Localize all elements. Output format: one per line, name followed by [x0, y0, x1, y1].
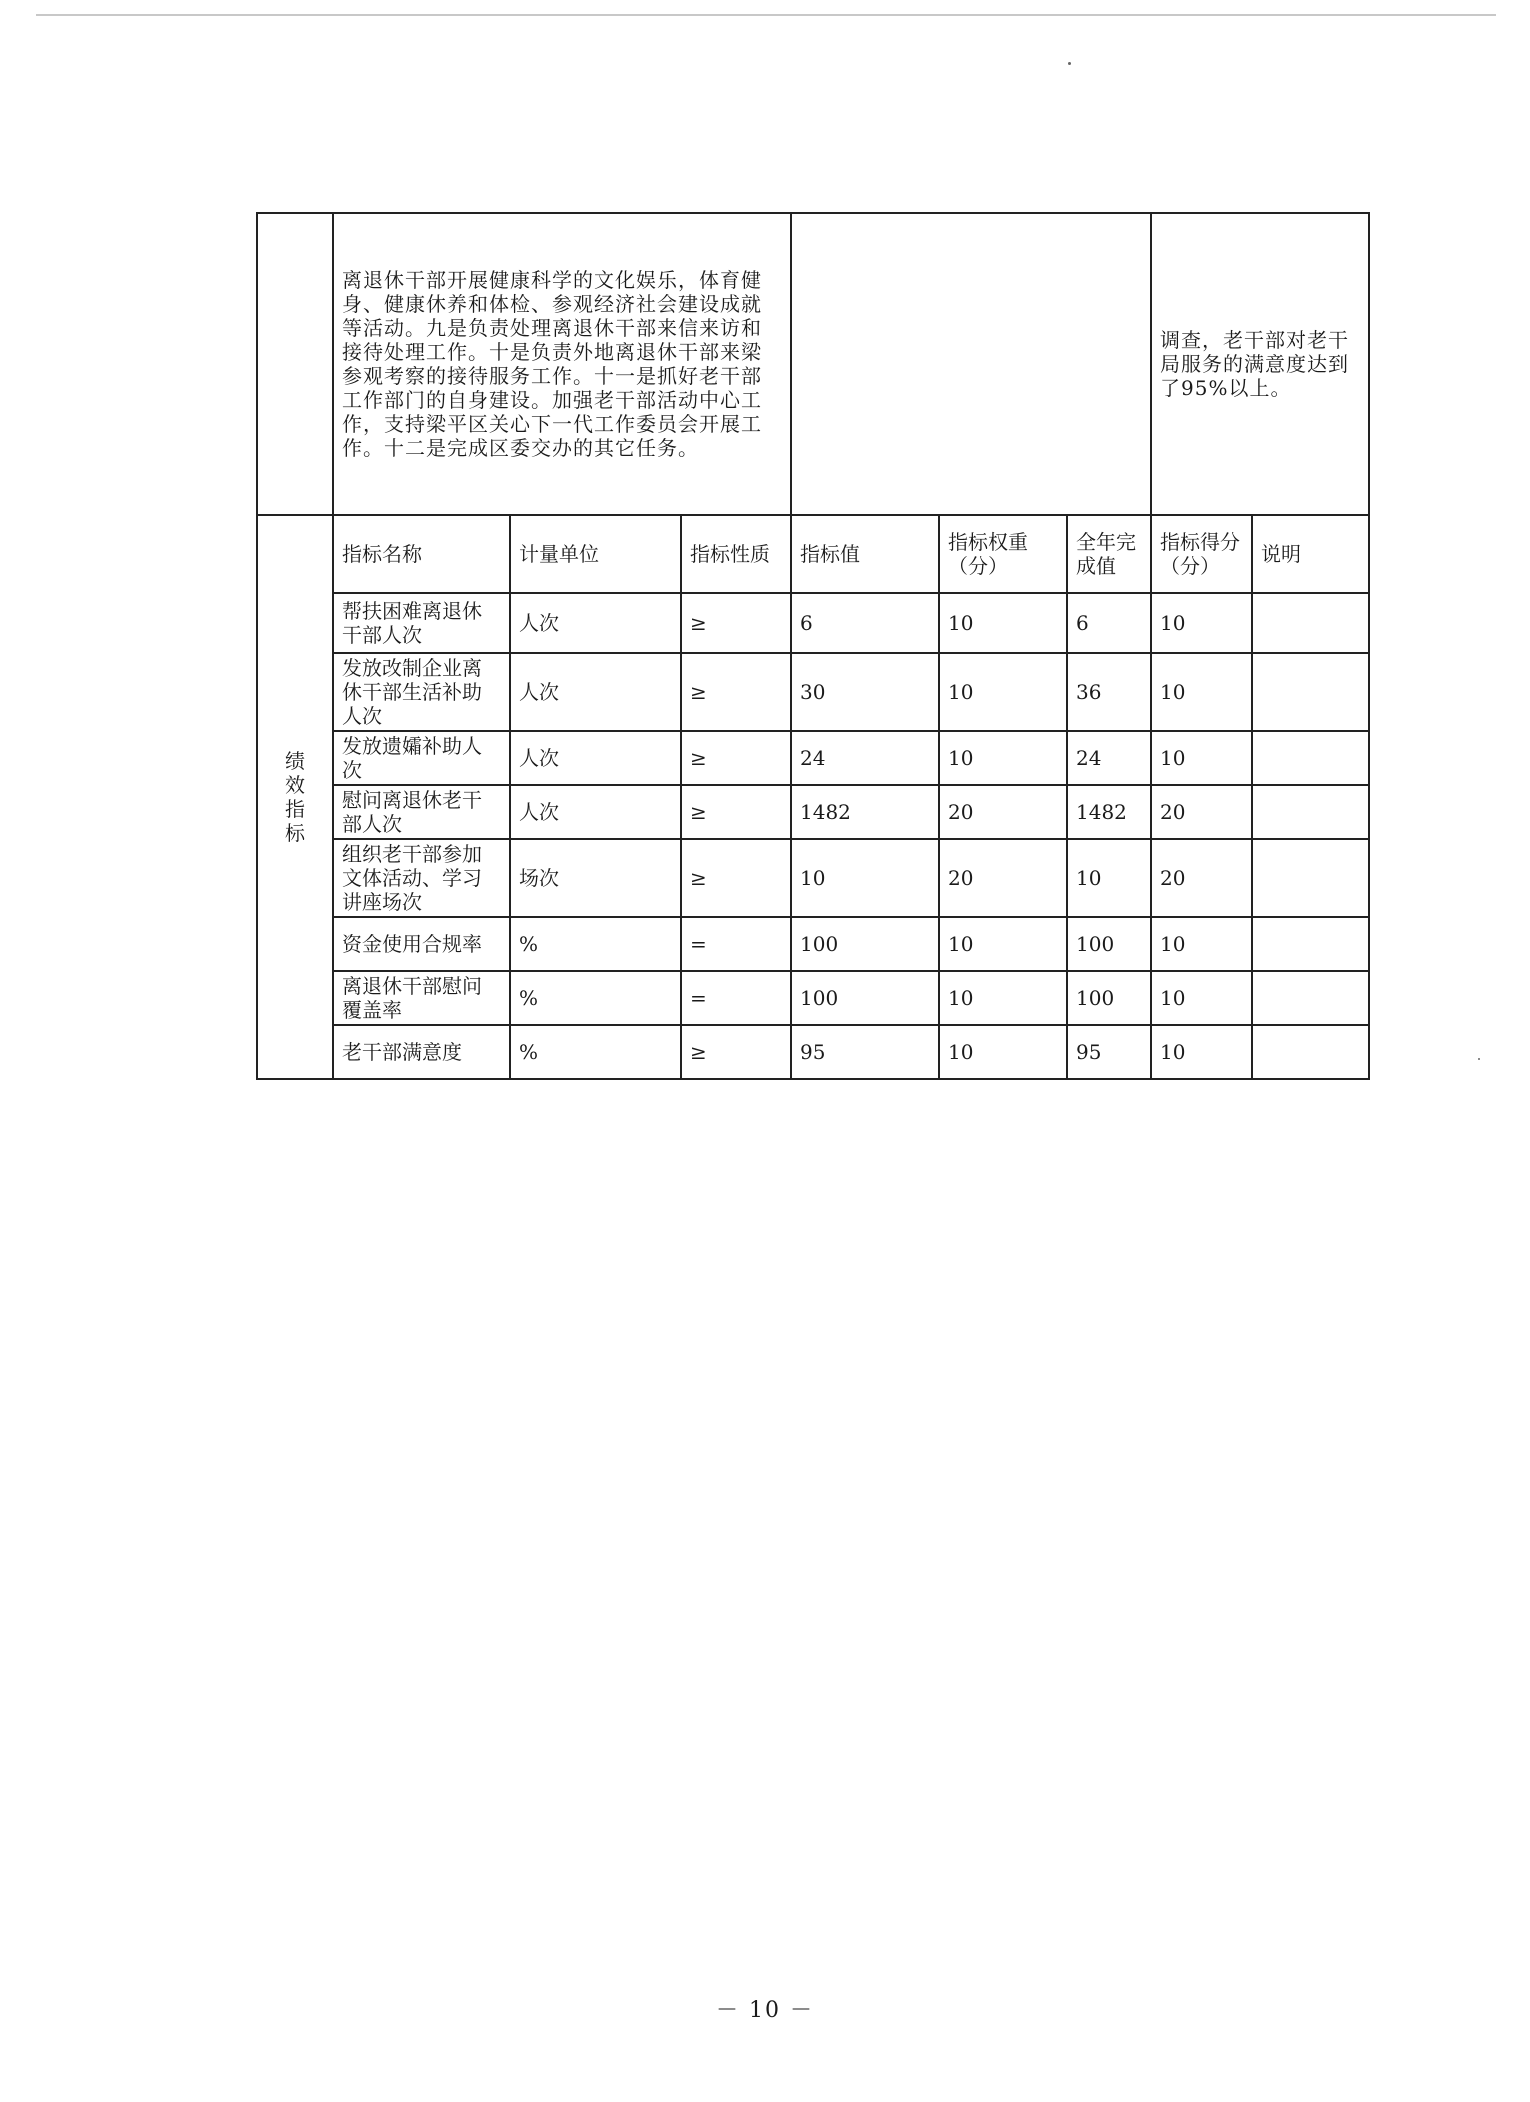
- weight: 20: [939, 839, 1067, 917]
- weight: 20: [939, 785, 1067, 839]
- completed-value: 36: [1067, 653, 1151, 731]
- header-nature: 指标性质: [681, 515, 791, 593]
- unit: %: [510, 917, 681, 971]
- nature: ≥: [681, 785, 791, 839]
- target-value: 10: [791, 839, 939, 917]
- completed-value: 1482: [1067, 785, 1151, 839]
- indicator-name: 帮扶困难离退休干部人次: [333, 593, 510, 653]
- duties-text: 离退休干部开展健康科学的文化娱乐，体育健身、健康休养和体检、参观经济社会建设成就等活动。九是负责处理离退休干部来信来访和接待处理工作。十是负责外地离退休干部来梁参观考察的接待服务工作。十一是抓好老干部工作部门的自身建设。加强老干部活动中心工作，支持梁平区关心下一代工作委员会开展工作。十二是完成区委交办的其它任务。: [333, 213, 791, 515]
- score: 10: [1151, 731, 1252, 785]
- scan-speck: [1478, 1058, 1480, 1060]
- completed-value: 24: [1067, 731, 1151, 785]
- completed-value: 6: [1067, 593, 1151, 653]
- completed-value: 100: [1067, 917, 1151, 971]
- weight: 10: [939, 917, 1067, 971]
- note: [1252, 653, 1369, 731]
- header-weight: 指标权重（分）: [939, 515, 1067, 593]
- note: [1252, 1025, 1369, 1079]
- indicator-name: 老干部满意度: [333, 1025, 510, 1079]
- nature: ≥: [681, 731, 791, 785]
- score: 20: [1151, 839, 1252, 917]
- outcome-text: 调查，老干部对老干局服务的满意度达到了95%以上。: [1151, 213, 1369, 515]
- nature: =: [681, 917, 791, 971]
- nature: ≥: [681, 593, 791, 653]
- weight: 10: [939, 653, 1067, 731]
- indicator-name: 发放改制企业离休干部生活补助人次: [333, 653, 510, 731]
- unit: 人次: [510, 785, 681, 839]
- weight: 10: [939, 1025, 1067, 1079]
- unit: 人次: [510, 731, 681, 785]
- score: 10: [1151, 971, 1252, 1025]
- score: 20: [1151, 785, 1252, 839]
- table-row: [257, 917, 1369, 971]
- header-score: 指标得分（分）: [1151, 515, 1252, 593]
- completed-value: 95: [1067, 1025, 1151, 1079]
- note: [1252, 731, 1369, 785]
- performance-table: [256, 212, 1370, 1080]
- nature: ≥: [681, 1025, 791, 1079]
- description-row: [257, 213, 1369, 515]
- completed-value: 10: [1067, 839, 1151, 917]
- indicator-name: 离退休干部慰问覆盖率: [333, 971, 510, 1025]
- nature: =: [681, 971, 791, 1025]
- header-indicator-name: 指标名称: [333, 515, 510, 593]
- unit: 人次: [510, 593, 681, 653]
- nature: ≥: [681, 839, 791, 917]
- page-number: － 10 －: [716, 1998, 814, 2023]
- note: [1252, 593, 1369, 653]
- table-row: [257, 785, 1369, 839]
- target-value: 100: [791, 971, 939, 1025]
- indicator-name: 慰问离退休老干部人次: [333, 785, 510, 839]
- note: [1252, 839, 1369, 917]
- table-row: [257, 653, 1369, 731]
- indicator-name: 组织老干部参加文体活动、学习讲座场次: [333, 839, 510, 917]
- target-value: 24: [791, 731, 939, 785]
- indicator-name: 发放遗孀补助人次: [333, 731, 510, 785]
- header-unit: 计量单位: [510, 515, 681, 593]
- table-row: [257, 731, 1369, 785]
- header-note: 说明: [1252, 515, 1369, 593]
- score: 10: [1151, 917, 1252, 971]
- middle-blank-cell: [791, 213, 1151, 515]
- table-row: [257, 593, 1369, 653]
- performance-section-label: 绩 效 指 标: [257, 515, 333, 1079]
- unit: 场次: [510, 839, 681, 917]
- note: [1252, 785, 1369, 839]
- weight: 10: [939, 731, 1067, 785]
- header-target-value: 指标值: [791, 515, 939, 593]
- target-value: 1482: [791, 785, 939, 839]
- header-completed: 全年完成值: [1067, 515, 1151, 593]
- weight: 10: [939, 971, 1067, 1025]
- target-value: 95: [791, 1025, 939, 1079]
- unit: %: [510, 971, 681, 1025]
- score: 10: [1151, 653, 1252, 731]
- note: [1252, 917, 1369, 971]
- table-row: [257, 1025, 1369, 1079]
- blank-label-cell: [257, 213, 333, 515]
- table-row: [257, 839, 1369, 917]
- nature: ≥: [681, 653, 791, 731]
- indicator-name: 资金使用合规率: [333, 917, 510, 971]
- table-row: [257, 971, 1369, 1025]
- note: [1252, 971, 1369, 1025]
- score: 10: [1151, 593, 1252, 653]
- score: 10: [1151, 1025, 1252, 1079]
- completed-value: 100: [1067, 971, 1151, 1025]
- target-value: 100: [791, 917, 939, 971]
- scan-top-edge: [36, 14, 1496, 16]
- target-value: 6: [791, 593, 939, 653]
- performance-table-wrapper: [256, 212, 1368, 1080]
- target-value: 30: [791, 653, 939, 731]
- unit: 人次: [510, 653, 681, 731]
- scan-speck: [1068, 62, 1071, 65]
- unit: %: [510, 1025, 681, 1079]
- indicator-header-row: [257, 515, 1369, 593]
- weight: 10: [939, 593, 1067, 653]
